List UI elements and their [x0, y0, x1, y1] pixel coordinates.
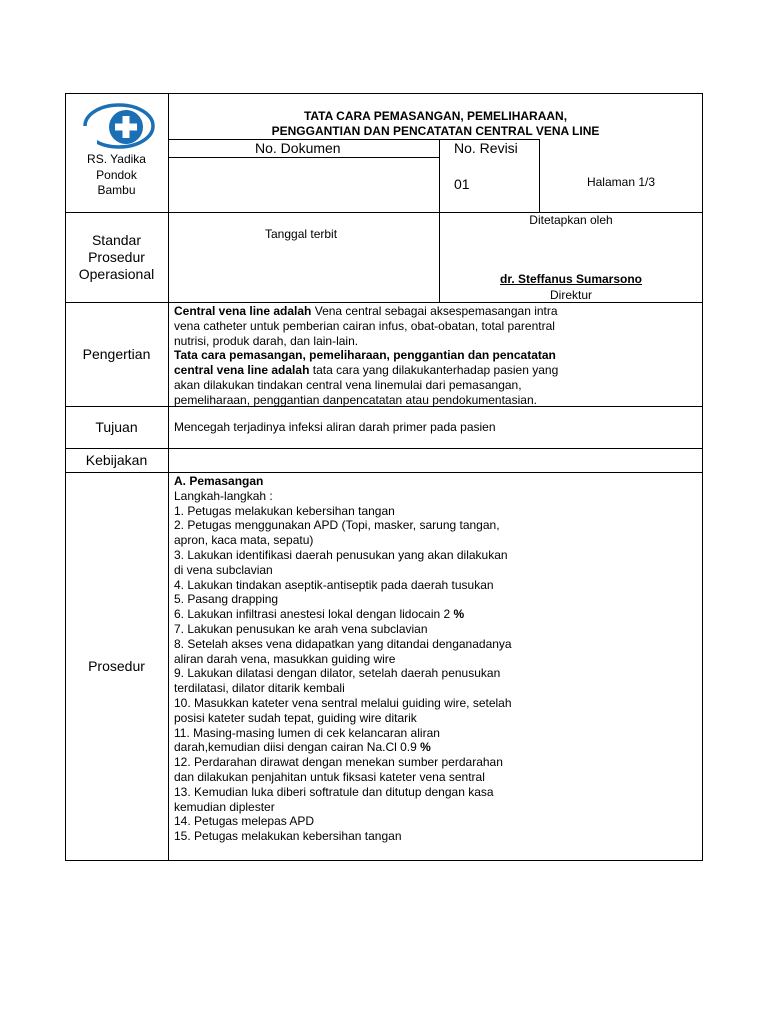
pengertian-line: [174, 334, 558, 349]
prosedur-line: [174, 726, 512, 741]
prosedur-line: [174, 622, 512, 637]
prosedur-line: [174, 681, 512, 696]
pengertian-line: [174, 378, 558, 393]
tujuan-row-divider: [65, 448, 703, 449]
prosedur-line: [174, 652, 512, 667]
prosedur-line: [174, 800, 512, 815]
prosedur-line: [174, 578, 512, 593]
prosedur-line: [174, 592, 512, 607]
pengertian-text-run: Vena central sebagai aksespemasangan intra: [311, 304, 558, 318]
prosedur-line: [174, 770, 512, 785]
prosedur-text-run: 13. Kemudian luka diberi softratule dan ditutup dengan kasa: [174, 784, 494, 799]
sop-label-line-2: Prosedur: [88, 249, 145, 265]
prosedur-text-run: Langkah-langkah :: [174, 488, 273, 503]
pengertian-text-run: Tata cara pemasangan, pemeliharaan, penggantian dan pencatatan: [174, 348, 556, 363]
prosedur-line: [174, 740, 512, 755]
document-title-line-1: TATA CARA PEMASANGAN, PEMELIHARAAN,: [303, 109, 568, 123]
prosedur-text-run: 3. Lakukan identifikasi daerah penusukan yang akan dilakukan: [174, 547, 508, 562]
sop-row-divider: [65, 302, 703, 303]
sop-document: [65, 93, 703, 861]
pengertian-line: [174, 363, 558, 378]
prosedur-line: [174, 563, 512, 578]
prosedur-line: [174, 504, 512, 519]
prosedur-text-run: kemudian diplester: [174, 799, 275, 814]
prosedur-line: [174, 489, 512, 504]
pengertian-line: [174, 393, 558, 408]
prosedur-text-run: 12. Perdarahan dirawat dengan menekan sumber perdarahan: [174, 755, 503, 770]
prosedur-text-run: dan dilakukan penjahitan untuk fiksasi kateter vena sentral: [174, 769, 485, 784]
pengertian-line: [174, 319, 558, 334]
prosedur-line: [174, 637, 512, 652]
pengertian-text-run: nutrisi, produk darah, dan lain-lain.: [174, 333, 359, 348]
prosedur-line: [174, 533, 512, 548]
pengertian-line: [174, 304, 558, 319]
prosedur-label: Prosedur: [88, 658, 145, 674]
pengertian-text-run: vena catheter untuk pemberian cairan infus, obat-obatan, total parentral: [174, 318, 555, 333]
prosedur-text-run: 5. Pasang drapping: [174, 592, 279, 607]
dokumen-revisi-divider: [439, 139, 440, 212]
pengertian-text-run: pemeliharaan, penggantian danpencatatan atau pendokumentasian.: [174, 392, 537, 407]
prosedur-text-run: 7. Lakukan penusukan ke arah vena subclavian: [174, 621, 428, 636]
pengertian-label: Pengertian: [82, 346, 151, 362]
hospital-name-line-2: Pondok: [96, 168, 137, 182]
kebijakan-label: Kebijakan: [85, 452, 148, 468]
prosedur-text-run: 4. Lakukan tindakan aseptik-antiseptik pada daerah tusukan: [174, 577, 494, 592]
prosedur-line: [174, 814, 512, 829]
prosedur-line: [174, 785, 512, 800]
prosedur-text-run: di vena subclavian: [174, 562, 273, 577]
tujuan-text: Mencegah terjadinya infeksi aliran darah primer pada pasien: [174, 420, 496, 434]
signatory-title: Direktur: [549, 288, 592, 302]
prosedur-line: [174, 696, 512, 711]
pengertian-text-run: akan dilakukan tindakan central vena linemulai dari pemasangan,: [174, 377, 522, 392]
prosedur-text-run: 8. Setelah akses vena didapatkan yang ditandai denganadanya: [174, 636, 512, 651]
halaman-text: Halaman 1/3: [586, 175, 656, 189]
prosedur-line: [174, 474, 512, 489]
prosedur-line: [174, 829, 512, 844]
prosedur-text-run: 2. Petugas menggunakan APD (Topi, masker, sarung tangan,: [174, 518, 500, 533]
label-column-divider: [168, 93, 169, 861]
table-border-right: [702, 93, 703, 861]
prosedur-text-run: A. Pemasangan: [174, 474, 264, 488]
prosedur-line: [174, 755, 512, 770]
prosedur-text-run: aliran darah vena, masukkan guiding wire: [174, 651, 396, 666]
pengertian-line: [174, 348, 558, 363]
table-border-top: [65, 93, 703, 94]
hospital-name-line-3: Bambu: [97, 183, 136, 197]
hospital-name-line-1: RS. Yadika: [87, 152, 146, 166]
prosedur-text-run: 10. Masukkan kateter vena sentral melalui guiding wire, setelah: [174, 695, 512, 710]
tanggal-terbit-label: Tanggal terbit: [265, 227, 338, 241]
prosedur-text-run: 1. Petugas melakukan kebersihan tangan: [174, 503, 395, 518]
prosedur-text-run: darah,kemudian diisi dengan cairan Na.Cl 0.9: [174, 740, 421, 755]
document-title-line-2: PENGGANTIAN DAN PENCATATAN CENTRAL VENA LINE: [271, 124, 600, 138]
prosedur-text-run: %: [420, 740, 431, 755]
table-border-bottom: [65, 860, 703, 861]
prosedur-line: [174, 666, 512, 681]
pengertian-text-run: Central vena line adalah: [174, 304, 312, 318]
prosedur-line: [174, 607, 512, 622]
no-dokumen-label: No. Dokumen: [255, 140, 341, 156]
kebijakan-row-divider: [65, 472, 703, 473]
prosedur-text-run: 6. Lakukan infiltrasi anestesi lokal dengan lidocain 2: [174, 607, 454, 622]
prosedur-line: [174, 518, 512, 533]
no-revisi-value: 01: [454, 176, 470, 192]
sop-label-line-3: Operasional: [78, 266, 155, 282]
prosedur-text-run: %: [453, 607, 465, 622]
prosedur-text-run: 14. Petugas melepas APD: [174, 814, 315, 829]
prosedur-line: [174, 548, 512, 563]
pengertian-text-run: central vena line adalah: [174, 363, 310, 378]
sop-label-line-1: Standar: [91, 232, 142, 248]
pengertian-text: [174, 304, 558, 408]
signatory-name: dr. Steffanus Sumarsono: [499, 272, 643, 286]
prosedur-line: [174, 711, 512, 726]
table-border-left: [65, 93, 66, 861]
prosedur-text-run: terdilatasi, dilator ditarik kembali: [174, 681, 345, 696]
doc-header-divider: [168, 157, 439, 158]
no-revisi-label: No. Revisi: [454, 140, 518, 156]
tujuan-label: Tujuan: [95, 419, 138, 435]
prosedur-text-run: apron, kaca mata, sepatu): [174, 533, 314, 548]
prosedur-text: [174, 474, 512, 844]
prosedur-text-run: 9. Lakukan dilatasi dengan dilator, setelah daerah penusukan: [174, 666, 501, 681]
prosedur-text-run: 11. Masing-masing lumen di cek kelancaran aliran: [174, 725, 440, 740]
hospital-logo-icon: [83, 101, 155, 149]
prosedur-text-run: 15. Petugas melakukan kebersihan tangan: [174, 829, 402, 844]
ditetapkan-oleh-label: Ditetapkan oleh: [529, 213, 613, 227]
pengertian-text-run: tata cara yang dilakukanterhadap pasien yang: [309, 363, 559, 378]
prosedur-text-run: posisi kateter sudah tepat, guiding wire ditarik: [174, 710, 417, 725]
